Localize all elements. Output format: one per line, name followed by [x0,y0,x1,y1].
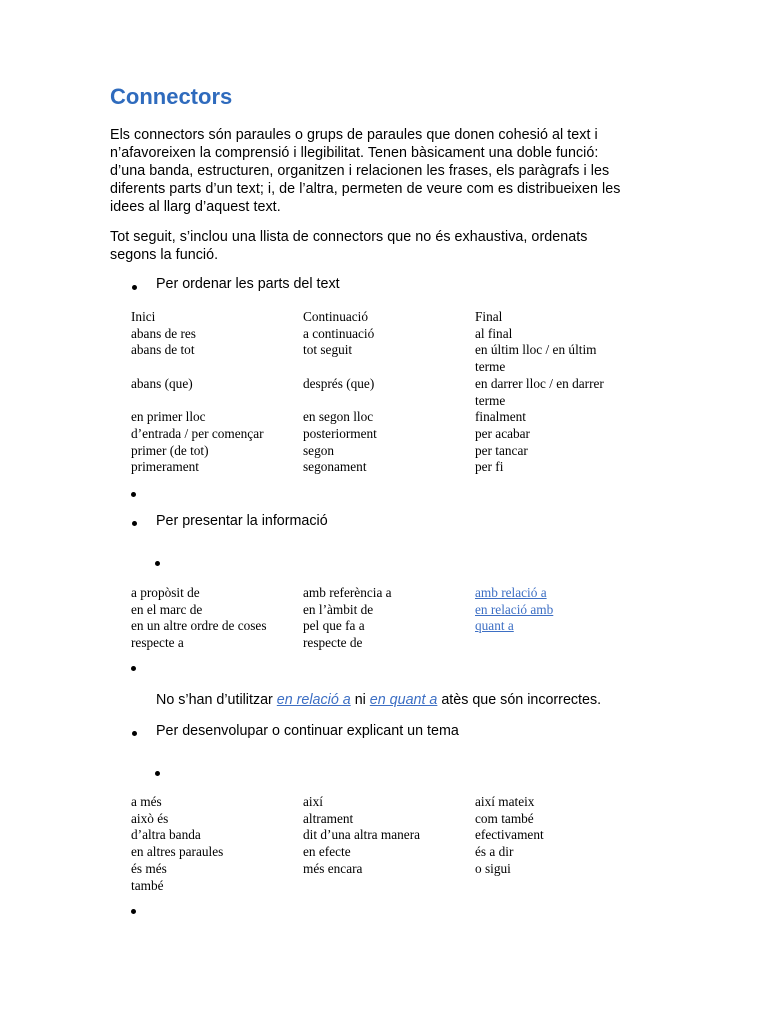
table-cell: en primer lloc [131,409,206,425]
table-cell: més encara [303,860,363,876]
table-cell: així mateix [475,794,535,809]
connector-link[interactable]: amb relació a [475,585,547,600]
note-link[interactable]: en relació a [276,692,351,708]
connector-link[interactable]: quant a [475,618,514,634]
table-cell: Final [475,309,503,324]
table-cell: dit d’una altra manera [303,827,421,843]
intro-line: Els connectors són paraules o grups de paraules que donen cohesió al text i [110,127,598,143]
table-cell: abans de tot [131,342,195,358]
table-cell: d’altra banda [131,827,201,843]
table-cell: en l’àmbit de [303,601,374,617]
note-text: ni [350,692,370,708]
table-cell: a continuació [303,325,375,341]
table-cell: segon [303,442,335,458]
table-cell: abans de res [131,325,196,341]
table-cell: abans (que) [131,375,193,391]
intro-line: n’afavoreixen la comprensió i llegibilitat. Tenen bàsicament una doble funció: [110,145,599,161]
table-cell [131,393,264,410]
table-cell: primer (de tot) [131,442,209,458]
table-cell [303,393,377,410]
table-cell: en un altre ordre de coses [131,618,267,634]
table-column [131,585,267,652]
table-cell: posteriorment [303,425,377,441]
note-link[interactable]: en quant a [369,692,438,708]
table-cell: d’entrada / per començar [131,425,264,441]
table-cell: Inici [131,309,156,324]
table-column-start [131,309,264,476]
table-cell: altrament [303,810,354,826]
bullet-icon [132,521,137,526]
intro-line: d’una banda, estructuren, organitzen i relacionen les frases, els paràgrafs i les [110,163,610,179]
table-cell: al final [475,325,513,341]
bullet-icon [155,561,160,566]
table-cell: efectivament [475,827,544,843]
table-cell: respecte de [303,635,363,651]
bullet-icon [155,771,160,776]
table-cell [131,359,264,376]
table-cell: després (que) [303,375,375,391]
table-cell: com també [475,810,534,826]
table-cell: a propòsit de [131,585,200,600]
table-column-links [475,585,553,635]
table-cell: és a dir [475,844,514,860]
bullet-icon [132,731,137,736]
table-cell: en efecte [303,844,351,860]
table-cell: finalment [475,409,526,425]
table-cell: respecte a [131,635,184,651]
table-cell: en darrer lloc / en darrer [475,375,604,391]
table-cell: segonament [303,459,367,475]
table-column [131,794,223,894]
table-cell: per fi [475,459,504,475]
list-intro-paragraph [110,228,670,264]
table-cell: en últim lloc / en últim [475,342,597,358]
usage-note [156,692,601,708]
note-text: atès que són incorrectes. [437,692,602,708]
table-column [303,585,392,652]
intro-line: diferents parts d’un text; i, de l’altra, permeten de veure com es distribueixen les [110,181,621,197]
table-cell: tot seguit [303,342,353,358]
bullet-icon [131,492,136,497]
table-cell: terme [475,392,506,408]
section-heading: Per ordenar les parts del text [156,276,340,292]
table-cell: amb referència a [303,585,392,600]
table-cell: per tancar [475,442,528,458]
table-column [303,794,420,878]
table-cell: en altres paraules [131,844,224,860]
section-heading: Per presentar la informació [156,513,328,529]
bullet-icon [131,909,136,914]
table-cell: això és [131,810,169,826]
section-heading: Per desenvolupar o continuar explicant un tema [156,723,459,739]
table-cell: així [303,794,323,809]
list-intro-line: Tot seguit, s’inclou una llista de connectors que no és exhaustiva, ordenats [110,229,588,245]
intro-line: idees al llarg d’aquest text. [110,199,281,215]
table-cell [303,359,377,376]
table-column-final [475,309,604,476]
intro-paragraph [110,126,670,216]
table-cell: pel que fa a [303,618,365,634]
table-cell: Continuació [303,309,368,324]
table-column [475,794,544,878]
bullet-icon [131,666,136,671]
table-cell: també [131,877,164,893]
table-cell: a més [131,794,162,809]
bullet-icon [132,285,137,290]
table-column-continuation [303,309,377,476]
table-cell: en el marc de [131,601,203,617]
page-title: Connectors [110,84,233,109]
table-cell: primerament [131,459,199,475]
table-cell: és més [131,860,167,876]
connector-link[interactable]: en relació amb [475,601,554,617]
table-cell: en segon lloc [303,409,374,425]
table-cell: terme [475,359,506,375]
table-cell: per acabar [475,425,530,441]
table-cell: o sigui [475,860,511,876]
note-text: No s’han d’utilitzar [156,692,277,708]
list-intro-line: segons la funció. [110,247,219,263]
